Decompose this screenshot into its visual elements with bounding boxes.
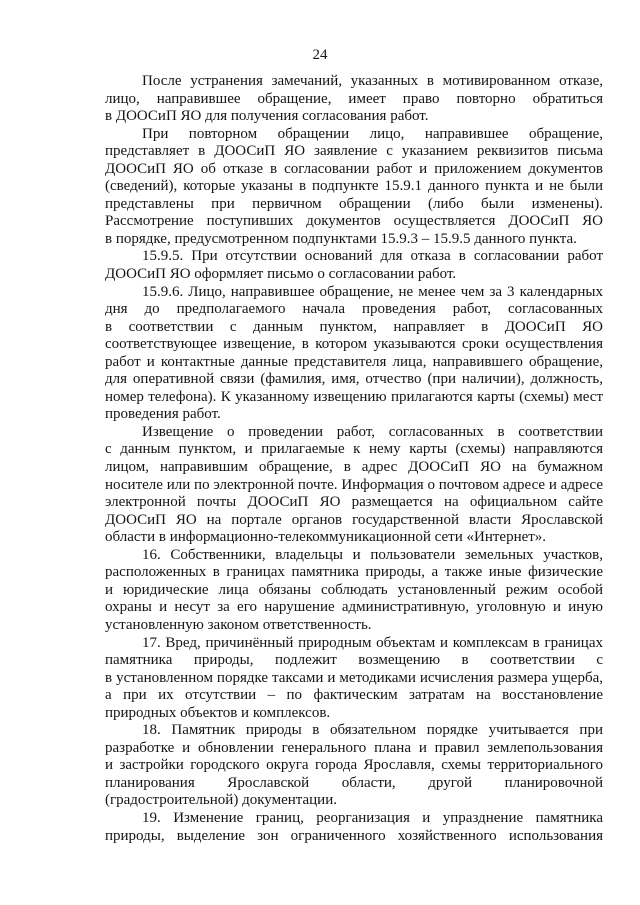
text-line: соответствующее извещение, в котором указываются сроки осуществления <box>105 336 603 353</box>
text-line: ДООСиП ЯО оформляет письмо о согласовании работ. <box>105 266 457 283</box>
text-line: представляет в ДООСиП ЯО заявление с указанием реквизитов письма <box>105 143 603 160</box>
text-line: а при их отсутствии – по фактическим затратам на восстановление <box>105 687 603 704</box>
text-line: 17. Вред, причинённый природным объектам и комплексам в границах <box>142 634 603 651</box>
text-line: При повторном обращении лицо, направившее обращение, <box>142 125 603 142</box>
text-line: номер телефона). К указанному извещению прилагаются карты (схемы) мест <box>105 388 603 405</box>
text-line: представлены при первичном обращении (либо были изменены). <box>105 195 603 212</box>
text-line: с данным пунктом, и прилагаемые к нему карты (схемы) направляются <box>105 441 603 458</box>
text-line: ДООСиП ЯО об отказе в согласовании работ и приложением документов <box>105 160 603 177</box>
text-line: планирования Ярославской области, другой планировочной <box>105 774 603 791</box>
text-line: Извещение о проведении работ, согласованных в соответствии <box>142 423 603 440</box>
page-number: 24 <box>312 47 328 63</box>
text-line: 19. Изменение границ, реорганизация и упразднение памятника <box>142 809 603 826</box>
text-line: природы, выделение зон ограниченного хозяйственного использования <box>105 827 603 844</box>
paragraph <box>105 126 603 249</box>
text-line: работ и контактные данные представителя лица, направившего обращение, <box>105 353 603 370</box>
text-line: и застройки городского округа города Ярославля, схемы территориального <box>105 757 603 774</box>
paragraph <box>105 424 603 547</box>
paragraph <box>105 73 603 126</box>
text-line: (градостроительной) документации. <box>105 792 337 809</box>
paragraph <box>105 635 603 723</box>
text-line: в установленном порядке таксами и методиками исчисления размера ущерба, <box>105 669 603 686</box>
text-line: ДООСиП ЯО на портале органов государственной власти Ярославской <box>105 511 603 528</box>
text-line: После устранения замечаний, указанных в мотивированном отказе, <box>142 73 603 89</box>
text-line: в порядке, предусмотренном подпунктами 15.9.3 – 15.9.5 данного пункта. <box>105 230 577 247</box>
text-line: для оперативной связи (фамилия, имя, отчество (при наличии), должность, <box>105 371 603 388</box>
paragraph <box>105 810 603 845</box>
paragraph <box>105 248 603 283</box>
text-line: проведения работ. <box>105 406 221 423</box>
text-line: 15.9.6. Лицо, направившее обращение, не менее чем за 3 календарных <box>142 283 603 300</box>
text-line: установленную законом ответственность. <box>105 616 372 633</box>
text-line: разработке и обновлении генерального плана и правил землепользования <box>105 739 603 756</box>
text-line: 18. Памятник природы в обязательном порядке учитывается при <box>142 722 603 739</box>
paragraph <box>105 547 603 635</box>
text-line: области в информационно-телекоммуникационной сети «Интернет». <box>105 529 547 546</box>
text-line: 15.9.5. При отсутствии оснований для отказа в согласовании работ <box>142 248 603 265</box>
text-line: (сведений), которые указаны в подпункте 15.9.1 данного пункта и не были <box>105 178 603 195</box>
paragraph <box>105 722 603 810</box>
text-line: охраны и несут за его нарушение административную, уголовную и иную <box>105 599 603 616</box>
text-line: 16. Собственники, владельцы и пользователи земельных участков, <box>142 546 603 563</box>
paragraph <box>105 284 603 424</box>
text-line: памятника природы, подлежит возмещению в соответствии с <box>105 652 603 669</box>
text-line: и юридические лица обязаны соблюдать установленный режим особой <box>105 581 603 598</box>
text-line: лицо, направившее обращение, имеет право повторно обратиться <box>105 90 603 107</box>
text-line: электронной почты ДООСиП ЯО размещается на официальном сайте <box>105 494 603 511</box>
text-line: в ДООСиП ЯО для получения согласования работ. <box>105 108 429 125</box>
text-line: носителе или по электронной почте. Информация о почтовом адресе и адресе <box>105 476 603 493</box>
text-line: лицом, направившим обращение, в адрес ДООСиП ЯО на бумажном <box>105 459 603 476</box>
text-line: Рассмотрение поступивших документов осуществляется ДООСиП ЯО <box>105 213 603 230</box>
body-text <box>105 73 603 845</box>
text-line: дня до предполагаемого начала проведения работ, согласованных <box>105 301 603 318</box>
text-line: в соответствии с данным пунктом, направляет в ДООСиП ЯО <box>105 318 603 335</box>
text-line: природных объектов и комплексов. <box>105 704 331 721</box>
text-line: расположенных в границах памятника природы, а также иные физические <box>105 564 603 581</box>
